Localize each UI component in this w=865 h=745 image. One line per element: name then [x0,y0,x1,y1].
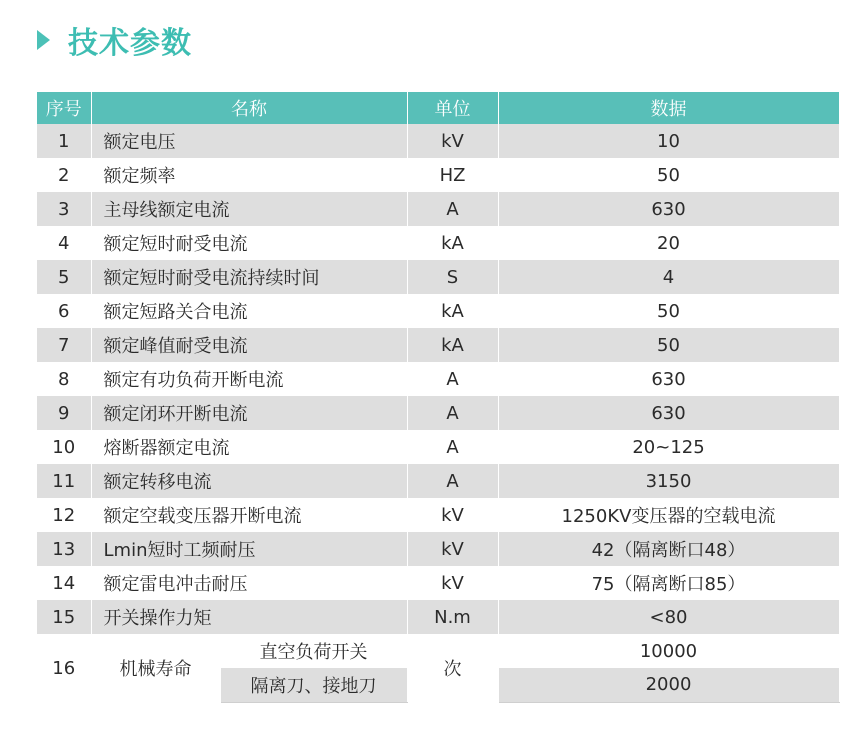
row-name: 额定短时耐受电流 [91,226,407,260]
row-unit: A [407,362,498,396]
header-value: 数据 [498,92,839,124]
row-name: 额定电压 [91,124,407,158]
header-no: 序号 [37,92,91,124]
row-unit: kV [407,498,498,532]
row-unit: A [407,430,498,464]
row-no: 11 [37,464,91,498]
row-value: 20 [498,226,839,260]
row-value: 630 [498,362,839,396]
row-no: 4 [37,226,91,260]
row-no: 12 [37,498,91,532]
table-row [37,362,839,396]
row-no: 5 [37,260,91,294]
section-title: 技术参数 [68,26,192,61]
row-no: 1 [37,124,91,158]
row-name: 额定峰值耐受电流 [91,328,407,362]
section-heading [37,18,192,62]
table-row [37,396,839,430]
table-row [37,328,839,362]
table-row [37,192,839,226]
row-name: 额定短时耐受电流持续时间 [91,260,407,294]
table-header-row [37,92,839,124]
row-value: 3150 [498,464,839,498]
sub-item-value: 2000 [498,668,839,702]
row-value: 50 [498,158,839,192]
row-no: 10 [37,430,91,464]
row-unit: kV [407,566,498,600]
row-no: 14 [37,566,91,600]
row-name: 额定闭环开断电流 [91,396,407,430]
spec-table [37,92,840,703]
table-row [37,430,839,464]
row-value: 10 [498,124,839,158]
table-row [37,260,839,294]
table-row [37,498,839,532]
row-unit: kV [407,124,498,158]
row-name: 主母线额定电流 [91,192,407,226]
table-row [37,124,839,158]
row-no: 2 [37,158,91,192]
row-no: 9 [37,396,91,430]
table-row [37,158,839,192]
row-name: 额定转移电流 [91,464,407,498]
row-value: 630 [498,396,839,430]
row-name: 额定空载变压器开断电流 [91,498,407,532]
header-unit: 单位 [407,92,498,124]
row-no: 15 [37,600,91,634]
row-name: 额定有功负荷开断电流 [91,362,407,396]
row-name: 额定短路关合电流 [91,294,407,328]
row-name: 额定频率 [91,158,407,192]
row-name: 额定雷电冲击耐压 [91,566,407,600]
row-name: 开关操作力矩 [91,600,407,634]
row-value: <80 [498,600,839,634]
row-unit: A [407,396,498,430]
sub-item-name: 直空负荷开关 [220,634,407,668]
sub-item-name: 隔离刀、接地刀 [220,668,407,702]
row-unit: kA [407,226,498,260]
table-row [37,464,839,498]
row-unit: N.m [407,600,498,634]
row-no: 16 [37,634,91,702]
row-value: 4 [498,260,839,294]
row-value: 75（隔离断口85） [498,566,839,600]
row-no: 8 [37,362,91,396]
row-unit: HZ [407,158,498,192]
row-value: 20~125 [498,430,839,464]
row-value: 50 [498,328,839,362]
row-name: 熔断器额定电流 [91,430,407,464]
row-no: 7 [37,328,91,362]
row-value: 630 [498,192,839,226]
row-no: 13 [37,532,91,566]
table-row [37,294,839,328]
row-unit: 次 [407,634,498,702]
table-row [37,600,839,634]
row-unit: A [407,192,498,226]
table-row [37,532,839,566]
row-no: 3 [37,192,91,226]
row-value: 1250KV变压器的空载电流 [498,498,839,532]
row-unit: S [407,260,498,294]
row-unit: kA [407,328,498,362]
row-name: 机械寿命 [91,634,220,702]
row-value: 50 [498,294,839,328]
row-unit: kA [407,294,498,328]
table-row-16a [37,634,839,668]
table-row [37,566,839,600]
row-name: Lmin短时工频耐压 [91,532,407,566]
triangle-bullet-icon [37,30,50,50]
row-unit: A [407,464,498,498]
row-unit: kV [407,532,498,566]
row-value: 42（隔离断口48） [498,532,839,566]
table-row [37,226,839,260]
sub-item-value: 10000 [498,634,839,668]
row-no: 6 [37,294,91,328]
header-name: 名称 [91,92,407,124]
